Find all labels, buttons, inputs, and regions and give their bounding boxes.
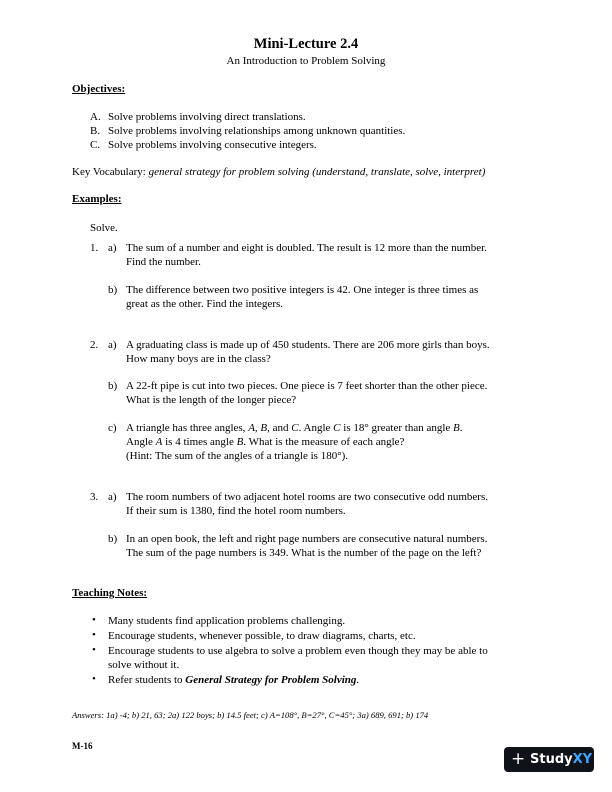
objective-item: Solve problems involving relationships among unknown quantities. xyxy=(108,125,406,137)
problem-text-line: great as the other. Find the integers. xyxy=(126,298,284,310)
problem-number: 3. xyxy=(90,491,99,503)
teaching-note: Many students find application problems challenging. xyxy=(108,615,346,627)
plus-icon: + xyxy=(511,749,526,769)
objective-item: Solve problems involving direct translations. xyxy=(108,111,306,123)
part-letter: b) xyxy=(108,533,118,545)
teaching-note: Refer students to General Strategy for Problem Solving. xyxy=(108,674,360,686)
bullet-icon: • xyxy=(92,673,96,685)
problem-text-line: Angle A is 4 times angle B. What is the measure of each angle? xyxy=(126,436,405,448)
key-vocabulary-label: Key Vocabulary: xyxy=(72,166,149,178)
problem-number: 2. xyxy=(90,339,99,351)
problem-text-line: If their sum is 1380, find the hotel room numbers. xyxy=(126,505,346,517)
problem-text-line: A triangle has three angles, A, B, and C. Angle C is 18° greater than angle B. xyxy=(126,422,463,434)
problem-text-line: The room numbers of two adjacent hotel rooms are two consecutive odd numbers. xyxy=(126,491,488,503)
part-letter: a) xyxy=(108,491,117,503)
problem-text-line: The difference between two positive integers is 42. One integer is three times as xyxy=(126,284,479,296)
teaching-notes-heading: Teaching Notes: xyxy=(72,587,148,599)
bullet-icon: • xyxy=(92,629,96,641)
part-letter: b) xyxy=(108,284,118,296)
objective-letter: B. xyxy=(90,125,101,137)
objectives-heading: Objectives: xyxy=(72,83,126,95)
problem-text-line: What is the length of the longer piece? xyxy=(126,394,297,406)
problem-text-line: A graduating class is made up of 450 students. There are 206 more girls than boys. xyxy=(126,339,490,351)
problem-text-line: Find the number. xyxy=(126,256,201,268)
objective-letter: C. xyxy=(90,139,101,151)
teaching-note-continuation: solve without it. xyxy=(108,659,180,671)
problem-text-line: A 22-ft pipe is cut into two pieces. One piece is 7 feet shorter than the other piece. xyxy=(126,380,488,392)
problem-hint: (Hint: The sum of the angles of a triangle is 180°). xyxy=(126,450,349,462)
brand-name: StudyXY xyxy=(530,752,593,767)
studyxy-logo[interactable] xyxy=(504,747,594,772)
objective-item: Solve problems involving consecutive integers. xyxy=(108,139,317,151)
problem-text-line: The sum of the page numbers is 349. What is the number of the page on the left? xyxy=(126,547,482,559)
key-vocabulary xyxy=(72,165,485,179)
teaching-note: Encourage students, whenever possible, to draw diagrams, charts, etc. xyxy=(108,630,416,642)
problem-text-line: In an open book, the left and right page numbers are consecutive natural numbers. xyxy=(126,533,488,545)
bullet-icon: • xyxy=(92,644,96,656)
part-letter: b) xyxy=(108,380,118,392)
page-subtitle: An Introduction to Problem Solving xyxy=(226,55,386,67)
part-letter: a) xyxy=(108,339,117,351)
page-number: M-16 xyxy=(72,741,93,751)
solve-instruction: Solve. xyxy=(90,222,118,234)
part-letter: c) xyxy=(108,422,117,434)
page-title: Mini-Lecture 2.4 xyxy=(253,36,359,52)
bullet-icon: • xyxy=(92,614,96,626)
objective-letter: A. xyxy=(90,111,101,123)
part-letter: a) xyxy=(108,242,117,254)
problem-text-line: How many boys are in the class? xyxy=(126,353,271,365)
problem-text-line: The sum of a number and eight is doubled. The result is 12 more than the number. xyxy=(126,242,487,254)
teaching-note: Encourage students to use algebra to solve a problem even though they may be able to xyxy=(108,645,488,657)
key-vocabulary-terms: general strategy for problem solving (understand, translate, solve, interpret) xyxy=(148,166,486,178)
examples-heading: Examples: xyxy=(72,193,122,205)
problem-number: 1. xyxy=(90,242,99,254)
answers-line: Answers: 1a) -4; b) 21, 63; 2a) 122 boys; b) 14.5 feet; c) A=108°, B=27°, C=45°; 3a) 689, 691; b) 174 xyxy=(72,710,429,720)
